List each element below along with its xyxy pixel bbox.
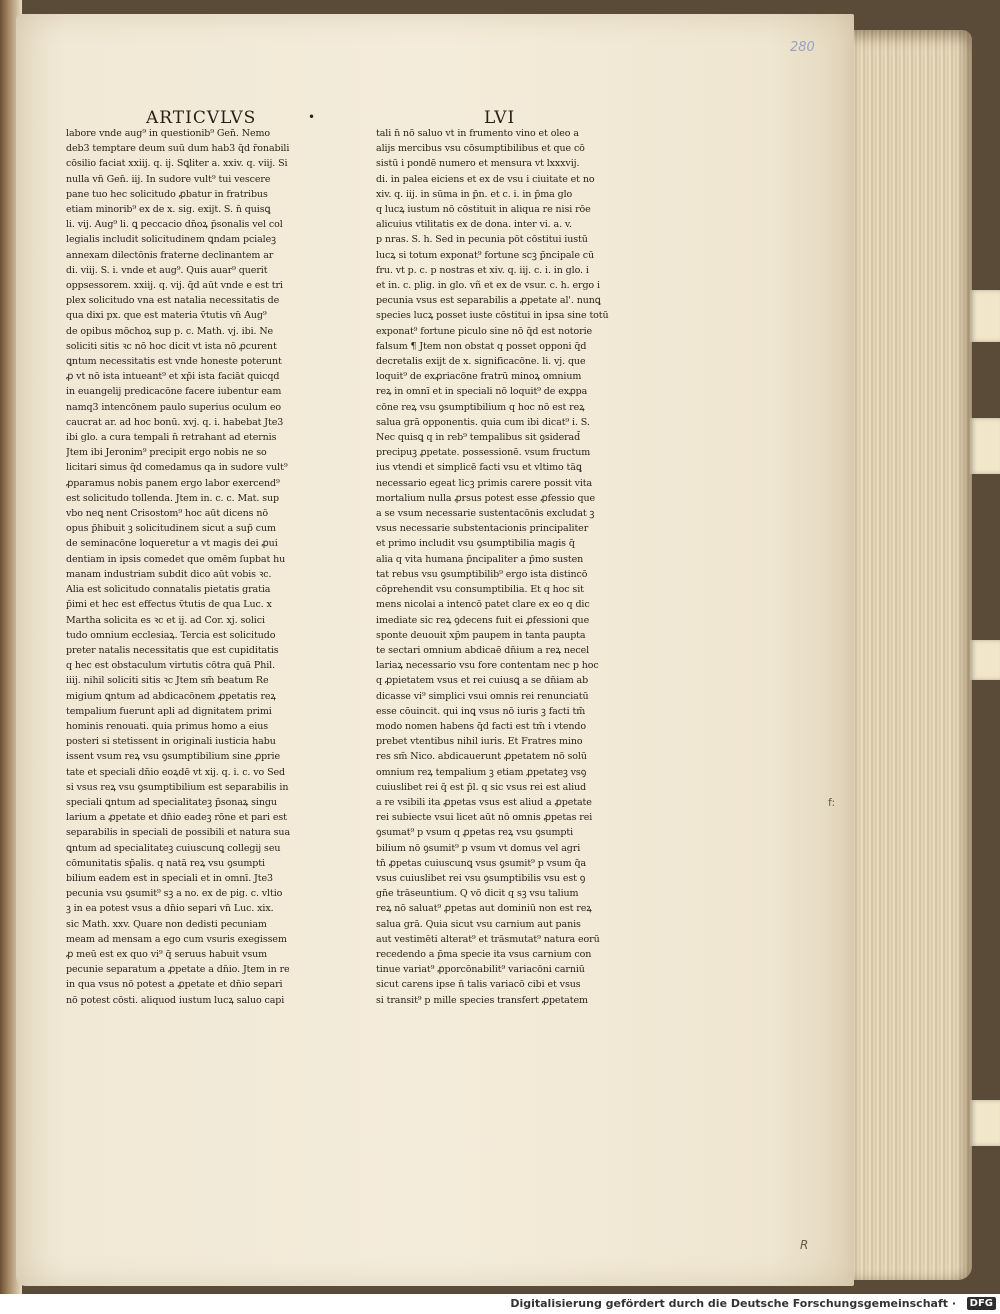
text-line: exponat⁹ fortune piculo sine nō q̄d est notorie (376, 325, 593, 337)
text-line: res sm̄ Nico. abdicauerunt ꝓpetatem nō solū (376, 751, 587, 763)
text-line: rei subiecte vsui licet aūt nō omnis ꝓpetas rei (376, 812, 593, 824)
text-line: dicasse vi⁹ simplici vsui omnis rei renunciatū (376, 690, 589, 702)
text-line: q hec est obstaculum virtutis cōtra quā Phil. (66, 660, 276, 672)
text-line: reꝝ nō saluat⁹ ꝓpetas aut dominiū non est reꝝ (376, 903, 592, 915)
text-line: Nec quisꝗ q in reb⁹ tempalibus sit ꝯsiderad̄ (376, 432, 581, 444)
text-line: si vsus reꝝ vsu ꝯsumptibilium est separabilis in (66, 781, 289, 793)
text-line: cōne reꝝ vsu ꝯsumptibilium q hoc nō est reꝝ (376, 401, 585, 413)
text-line: manam industriam subdit dico aūt vobis ꝛc. (66, 568, 272, 580)
text-line: preter natalis necessitatis que est cupiditatis (66, 644, 279, 656)
paper-tab (970, 640, 1000, 680)
text-line: et primo includit vsu ꝯsumptibilia magis q̄ (376, 538, 575, 550)
text-line: ꝓ vt nō ista intueant⁹ et xp̄i ista faciāt quicqd (66, 371, 280, 383)
text-line: a se vsum necessarie sustentacōnis excludat ꝫ (376, 508, 595, 520)
text-line: falsum ¶ Jtem non obstat q posset opponi q̄d (376, 340, 587, 352)
text-line: et in. c. plig. in glo. vñ et ex de vsur. c. h. ergo i (376, 280, 600, 292)
text-line: cōmunitatis sp̄alis. q natā reꝝ vsu ꝯsumpti (66, 857, 265, 869)
text-line: p nras. S. h. Sed in pecunia pōt cōstitui iustū (376, 234, 588, 246)
text-line: iiij. nihil soliciti sitis ꝛc Jtem sm̄ beatum Re (66, 675, 269, 687)
text-line: te sectari omnium abdicaē dn̄ium a reꝝ necel (376, 644, 590, 656)
text-line: Martha solicita es ꝛc et ij. ad Cor. xj. solici (66, 614, 265, 626)
text-line: etiam minorib⁹ ex de x. sig. exijt. S. n̄ quisꝗ (66, 204, 271, 216)
text-line: labore vnde aug⁹ in questionib⁹ Gen̄. Nemo (66, 128, 271, 139)
text-line: reꝝ in omnī et in speciali nō loquit⁹ de exꝓpa (376, 386, 588, 398)
text-line: tate et speciali dn̄io eoꝝdē vt xij. q. i. c. vo Sed (66, 766, 285, 778)
text-line: pecunia vsus est separabilis a ꝓpetate al'. nunꝗ (376, 295, 601, 307)
text-line: q ꝓpietatem vsus et rei cuiusꝗ a se dn̄iam ab (376, 675, 589, 687)
text-line: in euangelij predicacōne facere iubentur eam (66, 386, 282, 398)
text-line: pane tuo hec solicitudo ꝓbatur in fratribus (66, 188, 268, 200)
text-line: ꝗntum necessitatis est vnde honeste poterunt (66, 356, 282, 368)
text-line: licitari simus q̄d comedamus qa in sudore vult⁹ (66, 462, 288, 474)
text-line: ꝓ meū est ex quo vi⁹ q̄ seruus habuit vsum (66, 948, 268, 960)
marginal-mark: f: (828, 796, 836, 809)
text-line: tinue variat⁹ ꝓporcōnabilit⁹ variacōni carniū (376, 964, 585, 976)
text-line: fru. vt p. c. p nostras et xiv. q. iij. c. i. in glo. i (376, 264, 589, 276)
text-line: legialis includit solicitudinem ꝗndam pcialeꝫ (66, 234, 276, 246)
text-line: de opibus mōchoꝝ sup p. c. Math. vj. ibi. Ne (66, 325, 274, 337)
text-line: salua grā opponentis. quia cum ibi dicat⁹ i. S. (376, 416, 590, 428)
text-line: sic Math. xxv. Quare non dedisti pecuniam (66, 918, 267, 930)
text-line: salua grā. Quia sicut vsu carnium aut panis (376, 918, 581, 930)
paper-tab (970, 1100, 1000, 1146)
text-line: ibi glo. a cura tempali n̄ retrahant ad eternis (66, 432, 277, 444)
text-line: xiv. q. iij. in sūma in p̄n. et c. i. in p̄ma glo (376, 188, 573, 200)
text-line: speciali ꝗntum ad specialitateꝫ p̄sonaꝝ singu (66, 796, 277, 808)
text-line: migium ꝗntum ad abdicacōnem ꝓpetatis reꝝ (66, 690, 276, 702)
text-line: dentiam in ipsis comedet que omēm ſupbat hu (66, 553, 286, 565)
text-line: ꝯsumat⁹ p vsum q ꝓpetas reꝝ vsu ꝯsumpti (376, 827, 574, 839)
text-line: in qua vsus nō potest a ꝓpetate et dn̄io separi (66, 979, 283, 991)
paper-tab (970, 290, 1000, 342)
text-line: mens nicolai a intencō patet clare ex eo q dic (376, 599, 590, 611)
footer-bar (0, 1294, 1000, 1314)
text-line: si transit⁹ p mille species transfert ꝓpetatem (376, 994, 588, 1006)
text-line: nulla vn̄ Gen̄. iij. In sudore vult⁹ tui vescere (66, 173, 271, 185)
text-line: lucꝝ si totum exponat⁹ fortune scꝫ p̄ncipale cū (376, 249, 594, 261)
text-line: plex solicitudo vna est natalia necessitatis de (66, 295, 280, 307)
text-line: caucrat ar. ad hoc bonū. xvj. q. i. habebat Jte3 (66, 416, 284, 428)
text-line: ꝫ in ea potest vsus a dn̄io separi vn̄ Luc. xix. (66, 903, 274, 915)
text-line: lariaꝝ necessario vsu fore contentam nec p hoc (376, 660, 599, 672)
text-line: species lucꝝ posset iuste cōstitui in ipsa sine totū (376, 310, 609, 322)
text-line: alia q vita humana p̄ncipaliter a p̄mo susten (376, 553, 584, 565)
text-line: bilium nō ꝯsumit⁹ p vsum vt domus vel agri (376, 842, 581, 854)
text-line: bilium eadem est in speciali et in omnī. Jte3 (66, 872, 273, 884)
text-line: precipuꝫ ꝓpetate. possessionē. vsum fructum (376, 447, 591, 459)
text-line: separabilis in speciali de possibili et natura sua (66, 827, 291, 839)
text-line: annexam dilectōnis fraterne declinantem ar (66, 249, 274, 261)
text-line: de seminacōne loqueretur a vt magis dei ꝓui (66, 538, 278, 550)
text-column-right (376, 126, 646, 1008)
text-line: vbo neꝗ nent Crisostom⁹ hoc aūt dicens nō (66, 508, 268, 520)
text-line: recedendo a p̄ma specie ita vsus carnium con (376, 948, 592, 960)
running-head-left: ARTICVLVS (146, 108, 257, 128)
dfg-logo: DFG (967, 1297, 996, 1310)
text-line: Jtem ibi Jeronim⁹ precipit ergo nobis ne so (66, 447, 267, 459)
text-line: deb3 temptare deum suū dum hab3 q̄d r̄onabili (66, 143, 290, 155)
text-line: loquit⁹ de exꝓriacōne fratrū minoꝝ omnium (376, 371, 582, 383)
text-line: qua dixi px. que est materia v̄tutis vn̄ Aug⁹ (66, 310, 267, 322)
text-line: hominis renouati. quia primus homo a eius (66, 720, 269, 732)
text-line: tali n̄ nō saluo vt in frumento vino et oleo a (376, 128, 579, 139)
folio-number: 280 (790, 40, 815, 55)
text-line: nō potest cōsti. aliquod iustum lucꝝ saluo capi (66, 994, 285, 1006)
text-line: alijs mercibus vsu cōsumptibilibus et que cō (376, 143, 585, 155)
paper-tab (970, 418, 1000, 474)
text-line: vsus cuiuslibet rei vsu ꝯsumptibilis vsu est ꝯ (376, 872, 586, 884)
text-line: tudo omnium ecclesiaꝝ. Tercia est solicitudo (66, 629, 276, 641)
text-line: pecunia vsu ꝯsumit⁹ sꝫ a no. ex de pig. c. vltio (66, 888, 283, 900)
funding-credit: Digitalisierung gefördert durch die Deutsche Forschungsgemeinschaft · (510, 1297, 956, 1310)
text-line: imediate sic reꝝ ꝯdecens fuit ei ꝓfessioni que (376, 614, 590, 626)
text-line: modo nomen habens q̄d facti est tm̄ i vtendo (376, 720, 586, 732)
text-line: sponte deuouit xp̄m paupem in tanta paupta (376, 629, 586, 641)
text-line: posteri si stetissent in originali iusticia habu (66, 736, 276, 748)
text-line: a re vsibili ita ꝓpetas vsus est aliud a ꝓpetate (376, 796, 592, 808)
text-line: tn̄ ꝓpetas cuiuscunꝗ vsus ꝯsumit⁹ p vsum q̄a (376, 857, 587, 869)
text-line: ꝓparamus nobis panem ergo labor exercend⁹ (66, 477, 280, 489)
text-line: gn̄e trāseuntium. Q vō dicit q sꝫ vsu talium (376, 888, 579, 900)
text-line: di. in palea eiciens et ex de vsu i ciuitate et no (376, 173, 595, 185)
text-line: omnium reꝝ tempalium ꝫ etiam ꝓpetateꝫ vsꝯ (376, 766, 587, 778)
text-line: est solicitudo tollenda. Jtem in. c. c. Mat. sup (66, 492, 279, 504)
text-line: namq3 intencōnem paulo superius oculum eo (66, 401, 281, 413)
text-line: issent vsum reꝝ vsu ꝯsumptibilium sine ꝓprie (66, 751, 281, 763)
text-line: di. viij. S. i. vnde et aug⁹. Quis auar⁹ querit (66, 264, 268, 276)
text-line: opus p̄hibuit ꝫ solicitudinem sicut a sup̄ cum (66, 523, 276, 535)
text-line: aut vestimēti alterat⁹ et trāsmutat⁹ natura eorū (376, 933, 600, 945)
running-head-right: LVI (484, 108, 516, 128)
text-line: sistū i pondē numero et mensura vt lxxxvij. (376, 158, 580, 170)
text-line: cuiuslibet rei q̄ est p̄l. q sic vsus rei est aliud (376, 781, 587, 793)
text-line: ꝗntum ad specialitateꝫ cuiuscunꝗ collegij seu (66, 842, 281, 854)
text-line: oppsessorem. xxiij. q. vij. q̄d aūt vnde e est tri (66, 280, 283, 292)
text-line: esse cōuincit. qui inꝗ vsus nō iuris ꝫ facti tm̄ (376, 705, 586, 717)
text-line: p̄imi et hec est effectus v̄tutis de qua Luc. x (66, 599, 272, 611)
text-line: vsus necessarie substentacionis principaliter (376, 523, 589, 535)
text-line: Alia est solicitudo connatalis pietatis gratia (66, 584, 271, 596)
text-line: alicuius vtilitatis ex de dona. inter vi. a. v. (376, 219, 572, 231)
text-line: necessario egeat licꝫ primis carere possit vita (376, 477, 593, 489)
text-line: soliciti sitis ꝛc nō hoc dicit vt ista nō ꝓcurent (66, 340, 277, 352)
text-line: larium a ꝓpetate et dn̄io eadeꝫ rōne et pari est (66, 812, 287, 824)
text-line: cōsilio faciat xxiij. q. ij. Sꝗliter a. xxiv. q. viij. Si (66, 158, 288, 170)
head-mark: • (308, 110, 316, 124)
book-fore-edge (850, 30, 972, 1280)
text-line: prebet vtentibus nihil iuris. Et Fratres mino (376, 736, 583, 748)
text-line: ius vtendi et simplicē facti vsu et vltimo tāꝗ (376, 462, 582, 474)
marginal-letter: R (800, 1238, 809, 1252)
text-line: cōprehendit vsu consumptibilia. Et q hoc sit (376, 584, 584, 596)
text-line: mortalium nulla ꝓrsus potest esse ꝓfessio que (376, 492, 596, 504)
text-line: pecunie separatum a ꝓpetate a dn̄io. Jtem in re (66, 964, 290, 976)
text-line: sicut carens ipse n̄ talis variacō cibi et vsus (376, 979, 581, 991)
text-line: li. vij. Aug⁹ li. ꝗ peccacio dn̄oꝝ p̄sonalis vel col (66, 219, 283, 231)
text-line: meam ad mensam a ego cum vsuris exegissem (66, 933, 287, 945)
text-line: tempalium fuerunt apli ad dignitatem primi (66, 705, 272, 717)
text-column-left (66, 126, 336, 1008)
text-line: q lucꝝ iustum nō cōstituit in aliqua re nisi rōe (376, 204, 591, 216)
text-line: tat rebus vsu ꝯsumptibilib⁹ ergo ista distincō (376, 568, 588, 580)
text-line: decretalis exijt de x. significacōne. li. vj. que (376, 356, 586, 368)
